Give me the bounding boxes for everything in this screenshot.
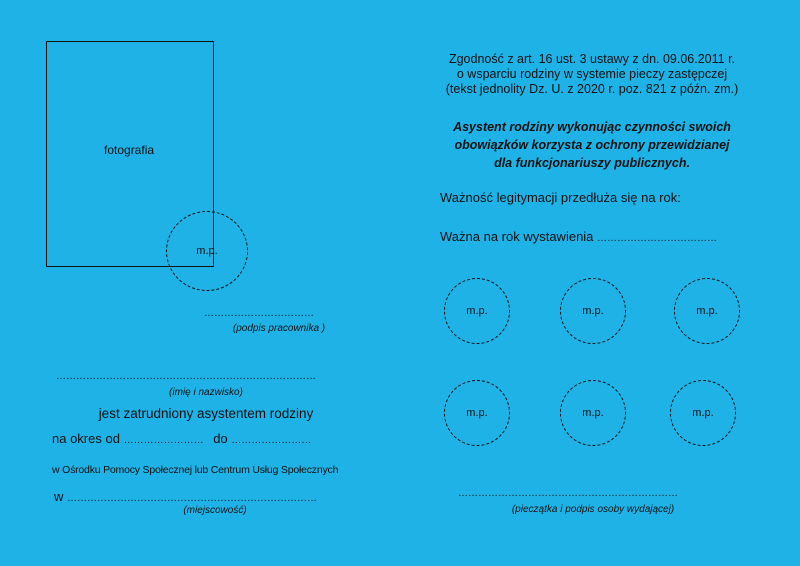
period-to-line: …………………… <box>231 435 312 446</box>
institution-text: w Ośrodku Pomocy Społecznej lub Centrum Usług Społecznych <box>52 464 339 476</box>
employee-signature-caption: (podpis pracownika ) <box>232 323 326 334</box>
period-from-line: …………………… <box>123 435 204 446</box>
stamp-label: m.p. <box>582 407 604 419</box>
extension-stamp-6 <box>670 380 736 446</box>
place-prefix: w <box>54 489 64 504</box>
statement-line-2: obowiązków korzysta z ochrony przewidzianej <box>454 138 730 152</box>
period-prefix: na okres od <box>52 431 120 446</box>
stamp-label: m.p. <box>692 407 714 419</box>
statement-line-3: dla funkcjonariuszy publicznych. <box>494 156 690 170</box>
issue-year-prefix: Ważna na rok wystawienia <box>440 229 594 244</box>
employee-signature-line: …………………………… <box>204 308 314 319</box>
extension-stamp-4 <box>444 380 510 446</box>
extension-stamp-3 <box>674 278 740 344</box>
extension-stamp-2 <box>560 278 626 344</box>
legal-line-3: (tekst jednolity Dz. U. z 2020 r. poz. 821 z późn. zm.) <box>445 82 739 96</box>
legal-basis <box>420 52 764 97</box>
place-caption: (miejscowość) <box>183 505 247 516</box>
stamp-label: m.p. <box>196 245 218 257</box>
name-line: …………………………………………………………………… <box>56 371 316 382</box>
stamp-label: m.p. <box>466 305 488 317</box>
issuer-signature-caption: (pieczątka i podpis osoby wydającej) <box>511 504 675 515</box>
photo-stamp-circle <box>166 211 248 291</box>
name-caption: (imię i nazwisko) <box>169 387 243 398</box>
stamp-label: m.p. <box>582 305 604 317</box>
legal-line-2: o wsparciu rodziny w systemie pieczy zastępczej <box>456 67 728 81</box>
issue-year-line: ……………………………… <box>597 233 718 244</box>
extension-stamp-5 <box>560 380 626 446</box>
legal-line-1: Zgodność z art. 16 ust. 3 ustawy z dn. 09.06.2011 r. <box>448 52 736 66</box>
period-to: do <box>213 431 228 446</box>
validity-extension: Ważność legitymacji przedłuża się na rok: <box>440 190 681 205</box>
stamp-label: m.p. <box>466 407 488 419</box>
extension-stamp-1 <box>444 278 510 344</box>
stamp-label: m.p. <box>696 305 718 317</box>
photo-label: fotografia <box>104 143 155 157</box>
period-row <box>52 431 311 446</box>
place-line: ………………………………………………………………… <box>67 493 318 504</box>
place-row <box>54 489 317 504</box>
issuer-signature-line: ………………………………………………………… <box>458 488 678 499</box>
employment-text: jest zatrudniony asystentem rodziny <box>98 406 314 421</box>
statement-line-1: Asystent rodziny wykonując czynności swoich <box>453 120 731 134</box>
issue-year-row <box>440 229 717 244</box>
protection-statement <box>420 118 764 172</box>
